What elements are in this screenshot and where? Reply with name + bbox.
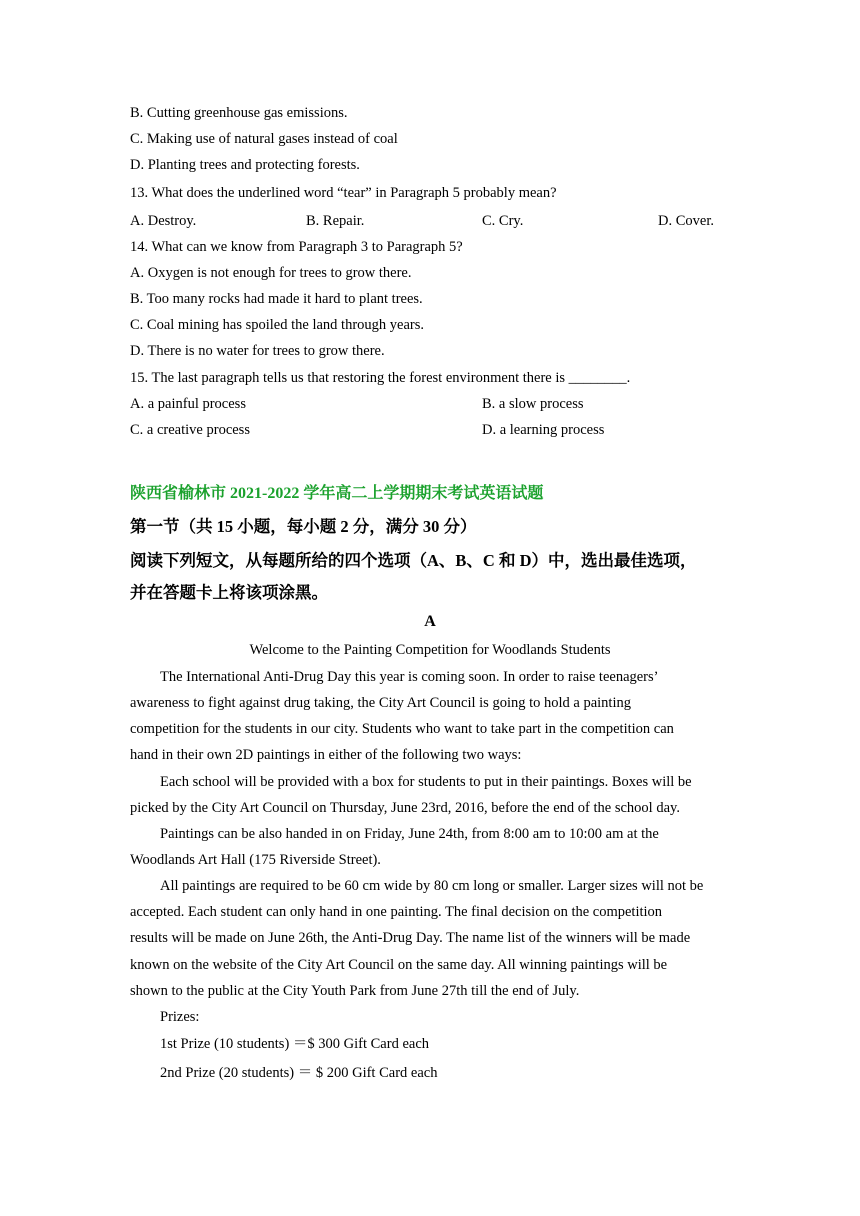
q15-option-a: A. a painful process [130,396,246,412]
prize-first: 1st Prize (10 students) ＝$ 300 Gift Card each [160,1036,430,1052]
exam-title: 陕西省榆林市 2021-2022 学年高二上学期期末考试英语试题 [130,485,544,502]
q13-option-d: D. Cover. [658,213,714,229]
passage-line: competition for the students in our city. Students who want to take part in the competition can [130,721,674,737]
q13-option-b: B. Repair. [306,213,365,229]
q14-stem: 14. What can we know from Paragraph 3 to Paragraph 5? [130,239,463,255]
prize-second: 2nd Prize (20 students) ＝ $ 200 Gift Card each [160,1065,438,1081]
passage-line: Each school will be provided with a box for students to put in their paintings. Boxes will be [160,774,692,790]
q14-option-a: A. Oxygen is not enough for trees to grow there. [130,265,412,281]
q15-stem: 15. The last paragraph tells us that restoring the forest environment there is ________. [130,370,631,386]
q13-option-c: C. Cry. [482,213,524,229]
q14-option-c: C. Coal mining has spoiled the land through years. [130,317,424,333]
q14-option-b: B. Too many rocks had made it hard to plant trees. [130,291,423,307]
q13-option-a: A. Destroy. [130,213,197,229]
passage-label: A [424,613,436,630]
q15-option-d: D. a learning process [482,422,605,438]
q15-option-c: C. a creative process [130,422,250,438]
passage-line: picked by the City Art Council on Thursday, June 23rd, 2016, before the end of the school day. [130,800,680,816]
passage-line: The International Anti-Drug Day this year is coming soon. In order to raise teenagers’ [160,669,659,685]
q13-stem: 13. What does the underlined word “tear” in Paragraph 5 probably mean? [130,185,557,201]
passage-title: Welcome to the Painting Competition for Woodlands Students [249,642,611,658]
q12-option-d: D. Planting trees and protecting forests. [130,157,360,173]
passage-line: Woodlands Art Hall (175 Riverside Street). [130,852,381,868]
q12-option-b: B. Cutting greenhouse gas emissions. [130,105,348,121]
instruction-line-1: 阅读下列短文，从每题所给的四个选项（A、B、C 和 D）中，选出最佳选项， [130,551,697,570]
prizes-heading: Prizes: [160,1009,200,1025]
q15-option-b: B. a slow process [482,396,584,412]
passage-line: known on the website of the City Art Council on the same day. All winning paintings will be [130,957,668,973]
q14-option-d: D. There is no water for trees to grow there. [130,343,385,359]
passage-line: results will be made on June 26th, the Anti-Drug Day. The name list of the winners will be made [130,930,691,946]
q12-option-c: C. Making use of natural gases instead of coal [130,131,398,147]
passage-line: shown to the public at the City Youth Park from June 27th till the end of July. [130,983,580,999]
passage-line: All paintings are required to be 60 cm wide by 80 cm long or smaller. Larger sizes will not be [160,878,704,894]
section-heading: 第一节（共 15 小题，每小题 2 分，满分 30 分） [130,517,477,536]
passage-line: hand in their own 2D paintings in either of the following two ways: [130,747,522,763]
passage-line: awareness to fight against drug taking, the City Art Council is going to hold a painting [130,695,631,711]
instruction-line-2: 并在答题卡上将该项涂黑。 [130,583,328,602]
passage-line: Paintings can be also handed in on Friday, June 24th, from 8:00 am to 10:00 am at the [160,826,659,842]
passage-line: accepted. Each student can only hand in one painting. The final decision on the competition [130,904,663,920]
